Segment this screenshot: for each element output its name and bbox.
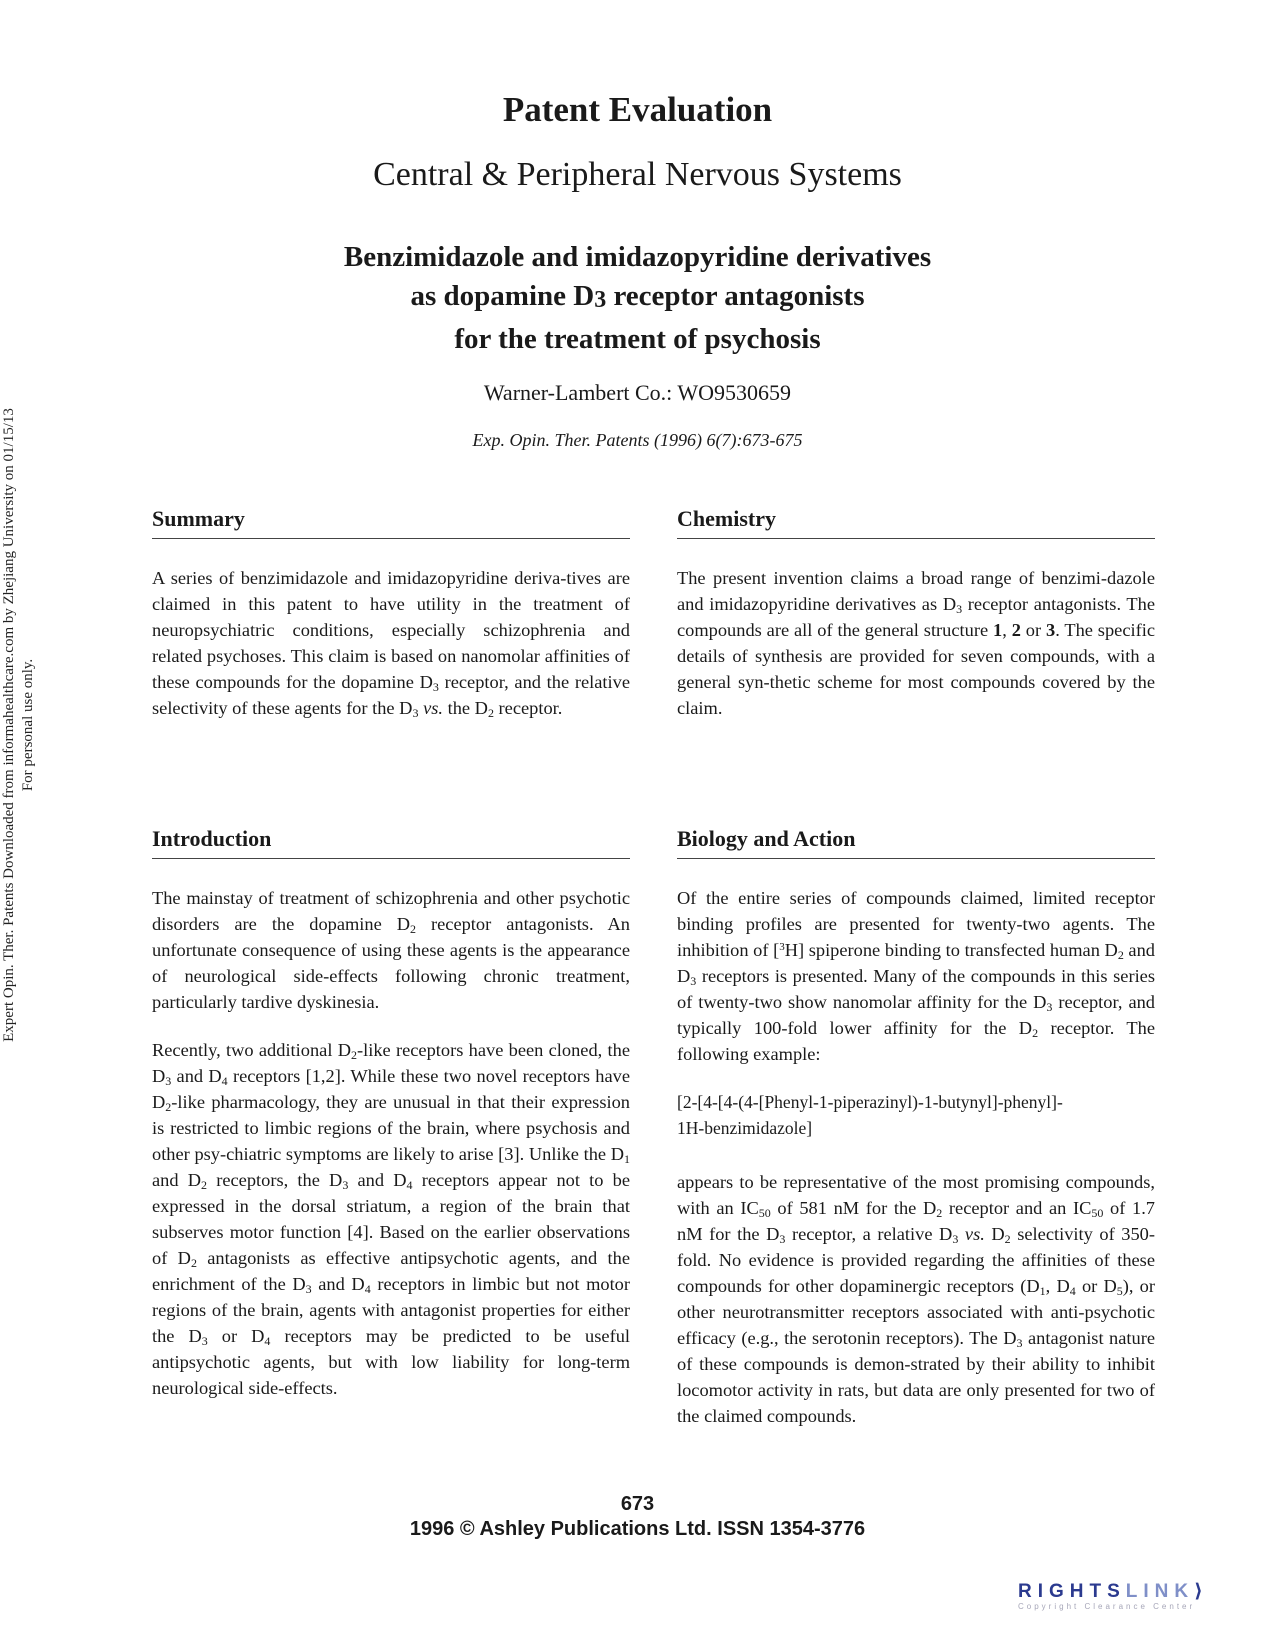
copyright-line: 1996 © Ashley Publications Ltd. ISSN 1354-3776 [409,1518,866,1540]
section-heading: Chemistry [677,506,1155,539]
journal-section: Central & Peripheral Nervous Systems [373,156,902,193]
assignee-patent-number: Warner-Lambert Co.: WO9530659 [483,380,792,405]
compound-line: [2-[4-[4-(4-[Phenyl-1-piperazinyl)-1-butynyl]-phenyl]- [677,1092,1063,1112]
article-title-line: as dopamine D3 receptor antagonists [410,280,865,313]
chemistry-paragraph: The present invention claims a broad range of benzimi-dazole and imidazopyridine derivatives as $D_3$ receptor antagonists. The compounds are all of the general structure 1, 2 or 3. The specific details of synthesis are provided for seven compounds, with a general syn-thetic scheme for most compounds covered by the claim. [677,568,1155,718]
compound-name [677,1089,1155,1141]
rightslink-tagline: Copyright Clearance Center [1018,1602,1196,1611]
rightslink-wordmark: RIGHTSLINK⟩ [1018,1581,1203,1602]
section-heading: Summary [152,506,630,539]
section-heading: Introduction [152,826,630,859]
article-title-line: for the treatment of psychosis [454,323,821,355]
biology-section [677,826,1155,1451]
biology-paragraph: Of the entire series of compounds claimed, limited receptor binding profiles are presented for twenty-two agents. The inhibition of [$^3$H] spiperone binding to transfected human $D_2$ and $D_3$ receptors is presented. Many of the compounds in this series of twenty-two show nanomolar affinity for the $D_3$ receptor, and typically 100-fold lower affinity for the $D_2$ receptor. The following example: [677,888,1155,1064]
summary-section [152,506,630,743]
compound-line: 1H-benzimidazole] [677,1118,813,1138]
introduction-section [152,826,630,1423]
summary-paragraph: A series of benzimidazole and imidazopyridine deriva-tives are claimed in this patent to have utility in the treatment of neuropsychiatric conditions, especially schizophrenia and related psychoses. This claim is based on nanomolar affinities of these compounds for the dopamine $D_3$ receptor, and the relative selectivity of these agents for the $D_3$ vs. the $D_2$ receptor. [152,568,630,720]
page-number: 673 [620,1493,655,1515]
citation: Exp. Opin. Ther. Patents (1996) 6(7):673-675 [472,430,803,450]
watermark-line-1: Expert Opin. Ther. Patents Downloaded from informahealthcare.com by Zhejiang University on 01/15/13 [1,408,17,1042]
introduction-paragraph: Recently, two additional $D_2$-like receptors have been cloned, the $D_3$ and $D_4$ receptors [1,2]. While these two novel receptors have $D_2$-like pharmacology, they are unusual in that their expression is restricted to limbic regions of the brain, where psychosis and other psy-chiatric symptoms are likely to arise [3]. Unlike the $D_1$ and $D_2$ receptors, the $D_3$ and $D_4$ receptors appear not to be expressed in the dorsal striatum, a region of the brain that subserves motor function [4]. Based on the earlier observations of $D_2$ antagonists as effective antipsychotic agents, and the enrichment of the $D_3$ and $D_4$ receptors in limbic but not motor regions of the brain, agents with antagonist properties for either the $D_3$ or $D_4$ receptors may be predicted to be useful antipsychotic agents, but with low liability for long-term neurological side-effects. [152,1040,631,1398]
chemistry-section [677,506,1155,743]
article-title [0,238,1275,359]
article-title-line: Benzimidazole and imidazopyridine derivatives [343,241,932,273]
chevron-right-icon: ⟩ [1194,1581,1203,1602]
watermark-line-2: For personal use only. [20,658,36,792]
download-watermark [0,365,38,1085]
biology-paragraph: appears to be representative of the most promising compounds, with an $IC_{50}$ of 581 nM for the $D_2$ receptor and an $IC_{50}$ of 1.7 nM for the $D_3$ receptor, a relative $D_3$ vs. $D_2$ selectivity of 350-fold. No evidence is provided regarding the affinities of these compounds for other dopaminergic receptors ($D_1$, $D_4$ or $D_5$), or other neurotransmitter receptors associated with anti-psychotic efficacy (e.g., the serotonin receptors). The $D_3$ antagonist nature of these compounds is demon-strated by their ability to inhibit locomotor activity in rats, but data are only presented for two of the claimed compounds. [677,1172,1156,1426]
introduction-paragraph: The mainstay of treatment of schizophrenia and other psychotic disorders are the dopamine $D_2$ receptor antagonists. An unfortunate consequence of using these agents is the appearance of neurological side-effects following chronic treatment, particularly tardive dyskinesia. [152,888,630,1012]
rightslink-logo[interactable] [1018,1580,1258,1611]
section-heading: Biology and Action [677,826,1155,859]
page-title: Patent Evaluation [502,90,773,129]
